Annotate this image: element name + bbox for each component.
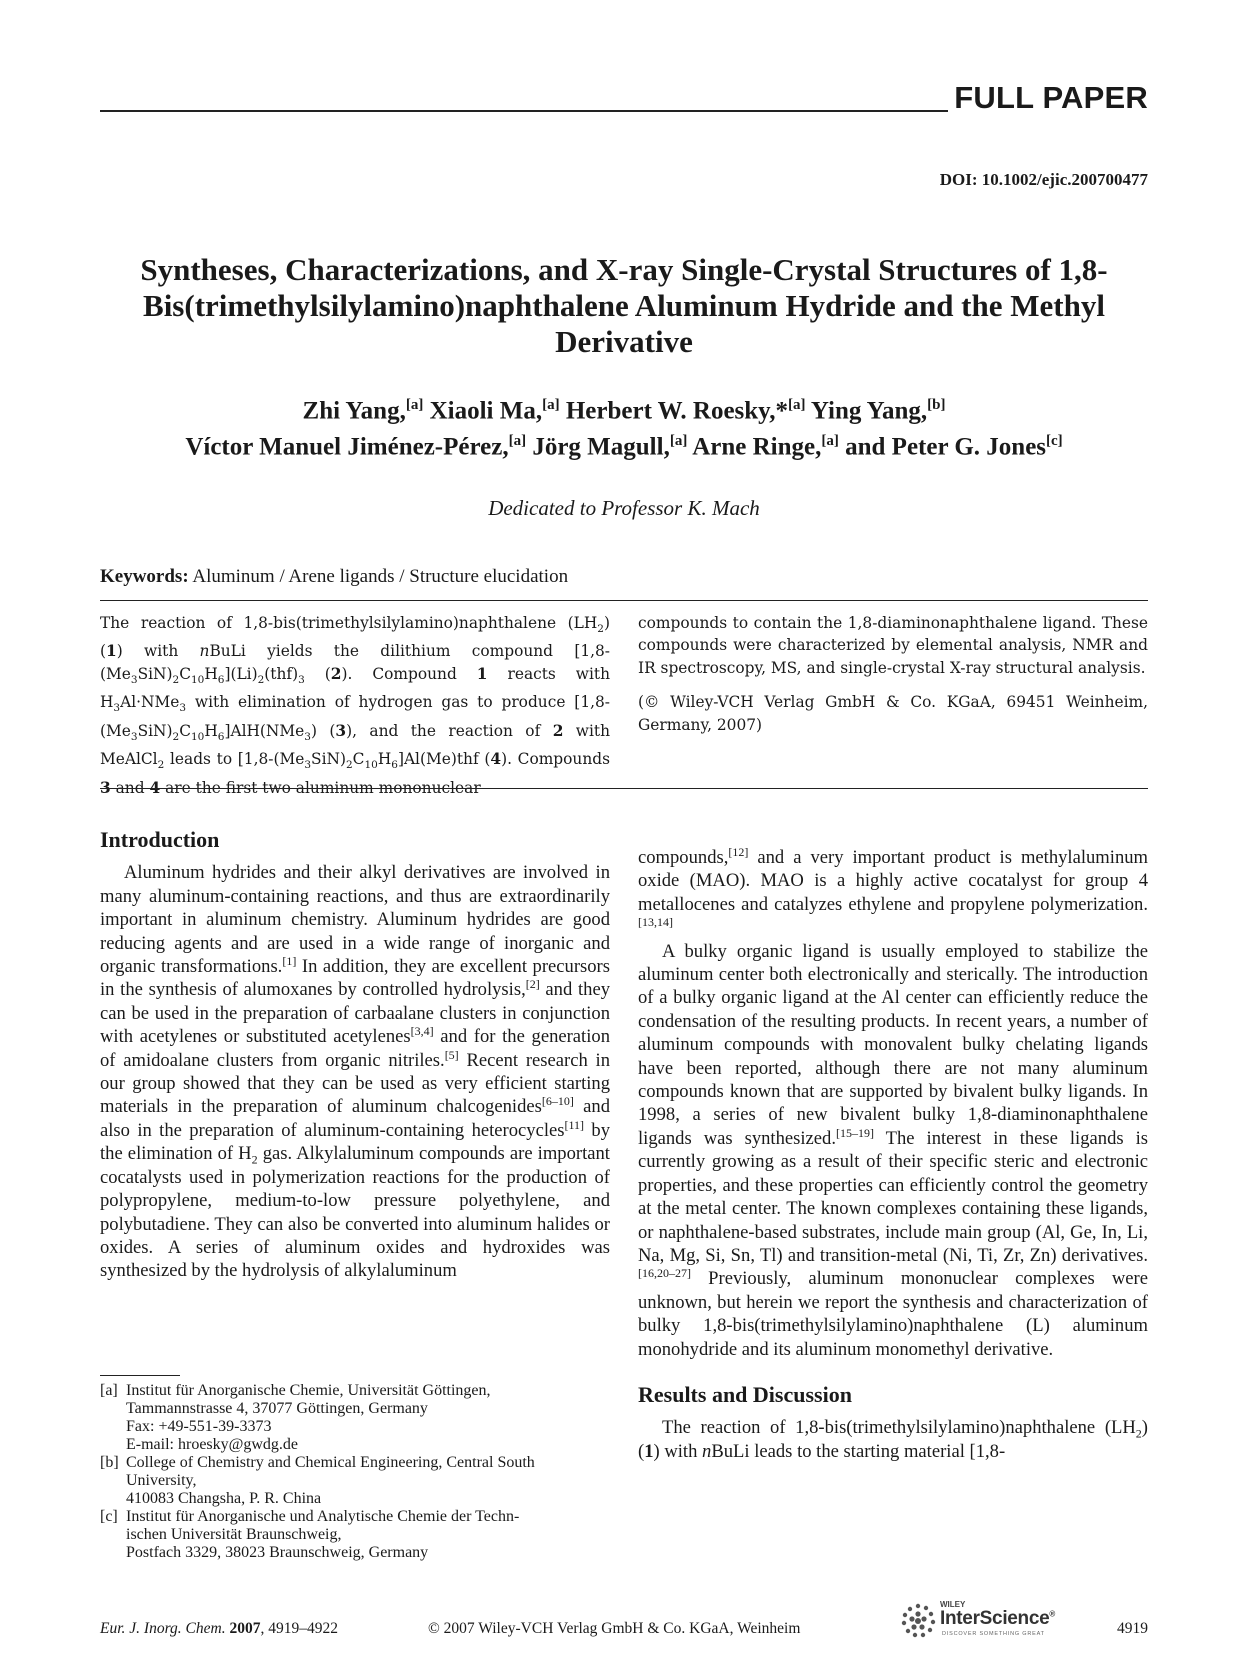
footnote-line: University, <box>126 1472 197 1489</box>
body-right-column <box>638 846 1148 1463</box>
author-affiliation: [c] <box>1046 433 1063 450</box>
paragraph: A bulky organic ligand is usually employed to stabilize the aluminum center both electronically and sterically. The introduction of a bulky organic ligand at the Al center can efficiently reduce the condensation of the resulting products. In recent years, a number of aluminum compounds with monovalent bulky chelating ligands have been reported, although there are not many aluminum compounds known that are supported by bivalent bulky ligands. In 1998, a series of new bivalent bulky 1,8-diaminonaphthalene ligands was synthesized.[15–19] The interest in these ligands is currently growing as a result of their specific steric and electronic properties, and these properties can efficiently control the geometry at the metal center. The known complexes containing these ligands, or naphthalene-based substrates, include main group (Al, Ge, In, Li, Na, Mg, Si, Sn, Tl) and transition-metal (Ni, Ti, Zr, Zn) derivatives.[16,20–27] Previously, aluminum mononuclear complexes were unknown, but herein we report the synthesis and characterization of bulky 1,8-bis(trimethylsilylamino)naphthalene (L) aluminum monohydride and its aluminum monomethyl derivative. <box>638 940 1148 1360</box>
journal-pages: , 4919–4922 <box>260 1620 338 1637</box>
footnote-key: [c] <box>100 1508 118 1525</box>
journal-name: Eur. J. Inorg. Chem. <box>100 1620 226 1637</box>
footnote-line: College of Chemistry and Chemical Engineering, Central South <box>126 1454 535 1471</box>
logo-wiley-text: WILEY <box>940 1600 966 1609</box>
footnote-key: [a] <box>100 1382 118 1399</box>
footnote-a <box>100 1382 610 1454</box>
body-left-column <box>100 828 610 1283</box>
author-affiliation: [a] <box>788 397 806 413</box>
author-affiliation: [a] <box>405 397 424 413</box>
footnote-c <box>100 1508 610 1562</box>
footnote-line: Postfach 3329, 38023 Braunschweig, Germany <box>126 1544 429 1561</box>
footnote-line: Institut für Anorganische Chemie, Universität Göttingen, <box>126 1382 491 1399</box>
title-line: Syntheses, Characterizations, and X-ray Single-Crystal Structures of 1,8- <box>140 252 1108 287</box>
paper-title <box>100 252 1148 360</box>
abstract-top-rule <box>100 600 1148 601</box>
author-affiliation: [a] <box>508 433 527 450</box>
footnote-email[interactable]: E-mail: hroesky@gwdg.de <box>126 1436 299 1453</box>
author-name: Arne Ringe, <box>692 433 822 461</box>
footnote-b <box>100 1454 610 1508</box>
author-line <box>100 390 1148 426</box>
journal-year: 2007 <box>229 1620 261 1637</box>
footnote-key: [b] <box>100 1454 119 1471</box>
abstract-left: The reaction of 1,8-bis(trimethylsilylamino)naphthalene $(LH_2)$ (1) with nBuLi yields the dilithium compound $[1,8-(Me_3SiN)_2C_{10}H_6](Li)_2(thf)_3$ (2). Compound 1 reacts with $H_3Al\cdot NMe_3$ with elimination of hydrogen gas to produce $[1,8-(Me_3SiN)_2C_{10}H_6]AlH(NMe_3)$ (3), and the reaction of 2 with MeAlCl$_2$ leads to $[1,8-(Me_3SiN)_2C_{10}H_6]Al(Me)thf$ (4). Compounds 3 and 4 are the first two aluminum mononuclear <box>100 614 611 797</box>
footer-copyright: © 2007 Wiley-VCH Verlag GmbH & Co. KGaA, Weinheim <box>428 1620 801 1637</box>
footnote-line: 410083 Changsha, P. R. China <box>126 1490 322 1507</box>
abstract-paragraph: compounds to contain the 1,8-diaminonaphthalene ligand. These compounds were characterized by elemental analysis, NMR and IR spectroscopy, MS, and single-crystal X-ray structural analysis. <box>638 614 1148 677</box>
author-name: Jörg Magull, <box>532 433 670 461</box>
footnote-line: Institut für Anorganische und Analytische Chemie der Techn- <box>126 1508 520 1525</box>
footnote-line: Fax: +49-551-39-3373 <box>126 1418 272 1435</box>
author-name: Herbert W. Roesky,* <box>565 397 789 425</box>
header-rule <box>100 110 948 112</box>
footnote-line: Tammannstrasse 4, 37077 Göttingen, Germany <box>126 1400 428 1417</box>
interscience-logo[interactable] <box>898 1600 1070 1640</box>
interscience-globe-icon <box>898 1600 938 1640</box>
keywords <box>100 566 568 588</box>
abstract-copyright: (© Wiley-VCH Verlag GmbH & Co. KGaA, 69451 Weinheim, Germany, 2007) <box>638 693 1148 734</box>
author-name: Víctor Manuel Jiménez-Pérez, <box>185 433 509 461</box>
doi[interactable]: DOI: 10.1002/ejic.200700477 <box>939 170 1148 189</box>
author-name: Ying Yang, <box>810 397 928 425</box>
author-affiliation: [a] <box>669 433 688 450</box>
author-name: and Peter G. Jones <box>845 433 1047 461</box>
author-affiliation: [a] <box>542 397 560 413</box>
author-list <box>100 390 1148 463</box>
footnote-line: ischen Universität Braunschweig, <box>126 1526 342 1543</box>
author-name: Zhi Yang, <box>302 397 406 425</box>
journal-citation <box>100 1620 338 1638</box>
paragraph: Aluminum hydrides and their alkyl derivatives are involved in many aluminum-containing reactions, and thus are extraordinarily important in aluminum chemistry. Aluminum hydrides are good reducing agents and are used in a wide range of inorganic and organic transformations.[1] In addition, they are excellent precursors in the synthesis of alumoxanes by controlled hydrolysis,[2] and they can be used in the preparation of carbaalane clusters in conjunction with acetylenes or substituted acetylenes[3,4] and for the generation of amidoalane clusters from organic nitriles.[5] Recent research in our group showed that they can be used as very efficient starting materials in the preparation of aluminum chalcogenides[6–10] and also in the preparation of aluminum-containing heterocycles[11] by the elimination of $H_2$ gas. Alkylaluminum compounds are important cocatalysts used in polymerization reactions for the production of polypropylene, medium-to-low pressure polyethylene, and polybutadiene. They can also be converted into aluminum halides or oxides. A series of aluminum oxides and hydroxides was synthesized by the hydrolysis of alkylaluminum <box>100 862 611 1282</box>
dedication: Dedicated to Professor K. Mach <box>488 496 760 520</box>
author-name: Xiaoli Ma, <box>429 397 543 425</box>
logo-tagline: DISCOVER SOMETHING GREAT <box>942 1631 1045 1637</box>
title-line: Bis(trimethylsilylamino)naphthalene Aluminum Hydride and the Methyl <box>143 288 1105 323</box>
section-heading-results: Results and Discussion <box>638 1381 852 1407</box>
paragraph: The reaction of 1,8-bis(trimethylsilylamino)naphthalene $(LH_2)$ (1) with nBuLi leads to the starting material [1,8- <box>638 1417 1148 1462</box>
author-affiliation: [b] <box>927 397 946 413</box>
abstract-right <box>638 612 1148 748</box>
keywords-label: Keywords: <box>100 566 189 587</box>
abstract-bottom-rule <box>100 788 1148 789</box>
author-affiliation: [a] <box>821 433 839 450</box>
footnote-rule <box>100 1375 180 1376</box>
paragraph: compounds,[12] and a very important product is methylaluminum oxide (MAO). MAO is a highly active cocatalyst for group 4 metallocenes and catalyzes ethylene and propylene polymerization.[13,14] <box>638 844 1148 930</box>
page-number: 4919 <box>1117 1620 1148 1637</box>
logo-main-text: InterScience® <box>940 1608 1056 1629</box>
title-line: Derivative <box>555 324 693 359</box>
section-heading-introduction: Introduction <box>100 827 220 852</box>
affiliation-footnotes <box>100 1382 610 1562</box>
keywords-text: Aluminum / Arene ligands / Structure elucidation <box>192 566 569 587</box>
author-line <box>100 426 1148 462</box>
section-label: FULL PAPER <box>954 80 1148 115</box>
